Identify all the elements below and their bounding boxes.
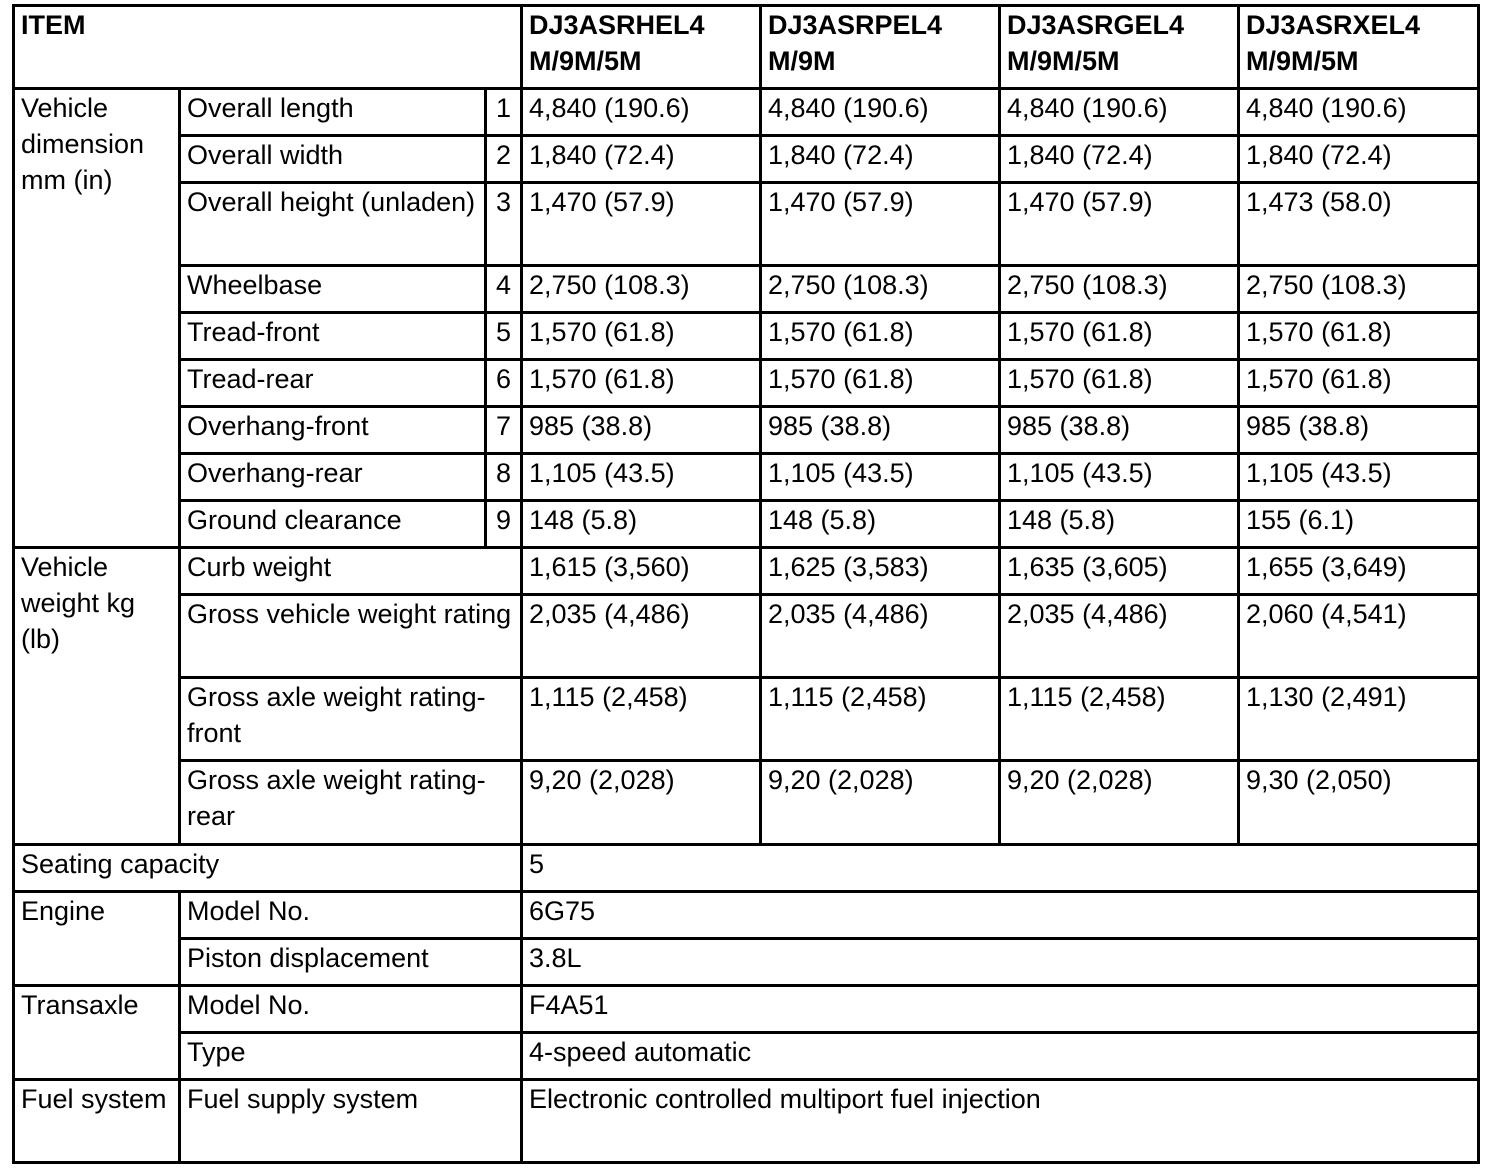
value-cell: 985 (38.8) [761,407,1000,454]
value-cell: 1,840 (72.4) [761,136,1000,183]
value-cell: 2,035 (4,486) [522,595,761,678]
value-cell: 1,115 (2,458) [761,678,1000,761]
row-label: Overall length [180,89,486,136]
group-label-transaxle: Transaxle [14,986,180,1080]
row-number: 9 [486,501,522,548]
row-number: 4 [486,266,522,313]
value-cell: 155 (6.1) [1239,501,1479,548]
table-row [14,454,1479,501]
item-header: ITEM [14,6,522,89]
model-header-3: DJ3ASRGEL4 M/9M/5M [1000,6,1239,89]
value-cell: 1,570 (61.8) [1239,360,1479,407]
table-row [14,939,1479,986]
fuel-supply-value: Electronic controlled multiport fuel injection [522,1080,1479,1163]
group-label-engine: Engine [14,892,180,986]
row-label: Tread-front [180,313,486,360]
value-cell: 1,570 (61.8) [1000,360,1239,407]
value-cell: 1,105 (43.5) [1000,454,1239,501]
value-cell: 1,840 (72.4) [1239,136,1479,183]
table-row [14,761,1479,845]
specifications-table [12,4,1480,1164]
row-label: Overhang-front [180,407,486,454]
value-cell: 9,30 (2,050) [1239,761,1479,845]
value-cell: 2,060 (4,541) [1239,595,1479,678]
value-cell: 1,625 (3,583) [761,548,1000,595]
value-cell: 1,470 (57.9) [1000,183,1239,266]
seating-label: Seating capacity [14,845,522,892]
row-label: Model No. [180,986,522,1033]
row-label: Tread-rear [180,360,486,407]
row-number: 3 [486,183,522,266]
table-row [14,89,1479,136]
row-label: Type [180,1033,522,1080]
table-row [14,845,1479,892]
row-number: 8 [486,454,522,501]
value-cell: 1,473 (58.0) [1239,183,1479,266]
table-row [14,266,1479,313]
row-label: Ground clearance [180,501,486,548]
table-row [14,313,1479,360]
value-cell: 985 (38.8) [522,407,761,454]
seating-value: 5 [522,845,1479,892]
group-label-dimension: Vehicle dimension mm (in) [14,89,180,548]
value-cell: 1,115 (2,458) [1000,678,1239,761]
model-header-1: DJ3ASRHEL4 M/9M/5M [522,6,761,89]
table-row [14,892,1479,939]
table-row [14,183,1479,266]
row-number: 1 [486,89,522,136]
value-cell: 1,840 (72.4) [522,136,761,183]
model-header-4: DJ3ASRXEL4 M/9M/5M [1239,6,1479,89]
value-cell: 4,840 (190.6) [761,89,1000,136]
table-row [14,548,1479,595]
table-row [14,986,1479,1033]
value-cell: 1,570 (61.8) [761,313,1000,360]
value-cell: 2,750 (108.3) [1000,266,1239,313]
row-label: Gross axle weight rating-rear [180,761,522,845]
value-cell: 1,115 (2,458) [522,678,761,761]
row-label: Gross vehicle weight rating [180,595,522,678]
row-label: Overall width [180,136,486,183]
value-cell: 1,570 (61.8) [522,360,761,407]
value-cell: 9,20 (2,028) [1000,761,1239,845]
value-cell: 4,840 (190.6) [1000,89,1239,136]
table-row [14,1080,1479,1163]
row-label: Overall height (unladen) [180,183,486,266]
table-row [14,1033,1479,1080]
value-cell: 148 (5.8) [1000,501,1239,548]
value-cell: 1,570 (61.8) [522,313,761,360]
model-header-2: DJ3ASRPEL4 M/9M [761,6,1000,89]
value-cell: 2,750 (108.3) [761,266,1000,313]
value-cell: 4,840 (190.6) [1239,89,1479,136]
value-cell: 1,470 (57.9) [761,183,1000,266]
value-cell: 985 (38.8) [1239,407,1479,454]
table-row [14,595,1479,678]
value-cell: 148 (5.8) [522,501,761,548]
value-cell: 1,655 (3,649) [1239,548,1479,595]
value-cell: 9,20 (2,028) [761,761,1000,845]
value-cell: 1,470 (57.9) [522,183,761,266]
group-label-fuel: Fuel system [14,1080,180,1163]
value-cell: 1,570 (61.8) [1000,313,1239,360]
value-cell: 1,105 (43.5) [1239,454,1479,501]
row-label: Overhang-rear [180,454,486,501]
value-cell: 4,840 (190.6) [522,89,761,136]
value-cell: 2,750 (108.3) [1239,266,1479,313]
engine-displacement-value: 3.8L [522,939,1479,986]
table-row [14,407,1479,454]
value-cell: 1,105 (43.5) [522,454,761,501]
value-cell: 1,570 (61.8) [761,360,1000,407]
value-cell: 9,20 (2,028) [522,761,761,845]
value-cell: 2,750 (108.3) [522,266,761,313]
row-label: Fuel supply system [180,1080,522,1163]
value-cell: 2,035 (4,486) [761,595,1000,678]
value-cell: 1,105 (43.5) [761,454,1000,501]
table-row [14,136,1479,183]
row-label: Curb weight [180,548,522,595]
table-row [14,501,1479,548]
value-cell: 985 (38.8) [1000,407,1239,454]
table-row [14,360,1479,407]
row-number: 2 [486,136,522,183]
row-label: Piston displacement [180,939,522,986]
row-number: 5 [486,313,522,360]
value-cell: 1,635 (3,605) [1000,548,1239,595]
value-cell: 1,615 (3,560) [522,548,761,595]
transaxle-model-value: F4A51 [522,986,1479,1033]
row-label: Wheelbase [180,266,486,313]
transaxle-type-value: 4-speed automatic [522,1033,1479,1080]
engine-model-value: 6G75 [522,892,1479,939]
value-cell: 2,035 (4,486) [1000,595,1239,678]
value-cell: 1,570 (61.8) [1239,313,1479,360]
value-cell: 1,840 (72.4) [1000,136,1239,183]
value-cell: 1,130 (2,491) [1239,678,1479,761]
row-label: Model No. [180,892,522,939]
row-number: 7 [486,407,522,454]
header-row [14,6,1479,89]
row-number: 6 [486,360,522,407]
group-label-weight: Vehicle weight kg (lb) [14,548,180,845]
table-row [14,678,1479,761]
row-label: Gross axle weight rating-front [180,678,522,761]
value-cell: 148 (5.8) [761,501,1000,548]
